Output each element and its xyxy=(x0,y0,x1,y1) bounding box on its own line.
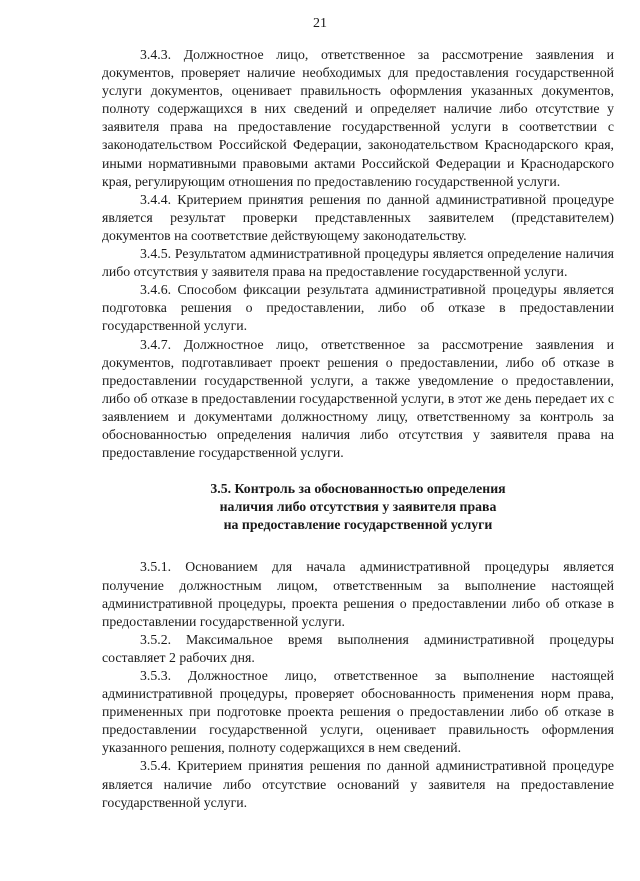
section-heading-line: наличия либо отсутствия у заявителя права xyxy=(219,499,497,515)
paragraph-3-5-1: 3.5.1. Основанием для начала административной процедуры является получение должностным лицом, ответственным за выполнение настоящей административной процедуры, проекта решения о предоставлении либо об отказе в предоставлении государственной услуги. xyxy=(102,559,614,629)
paragraph-3-4-3: 3.4.3. Должностное лицо, ответственное за рассмотрение заявления и документов, проверяет наличие необходимых для предоставления государственной услуги документов, оценивает правильность оформления указанных документов, полноту содержащихся в них сведений и определяет наличие либо отсутствие у заявителя права на предоставление государственной услуги в соответствии с законодательством Российской Федерации, законодательством Краснодарского края, иными нормативными правовыми актами Российской Федерации и Краснодарского края, регулирующим отношения по предоставлению государственной услуги. xyxy=(102,47,614,189)
section-heading-3-5 xyxy=(102,480,614,534)
paragraph-3-5-3: 3.5.3. Должностное лицо, ответственное за выполнение настоящей административной процедуры, проверяет обоснованность применения норм права, примененных при подготовке проекта решения о предоставлении либо об отказе в предоставлении государственной услуги, оценивает правильность оформления указанного решения, полноту содержащихся в нем сведений. xyxy=(102,668,614,756)
paragraph-3-4-5: 3.4.5. Результатом административной процедуры является определение наличия либо отсутствия у заявителя права на предоставление государственной услуги. xyxy=(102,246,614,280)
paragraph-3-5-2: 3.5.2. Максимальное время выполнения административной процедуры составляет 2 рабочих дня. xyxy=(102,631,614,665)
paragraph-3-5-4: 3.5.4. Критерием принятия решения по данной административной процедуре является наличие либо отсутствие оснований у заявителя на предоставление государственной услуги. xyxy=(102,758,614,810)
paragraph-3-4-7: 3.4.7. Должностное лицо, ответственное за рассмотрение заявления и документов, подготавливает проект решения о предоставлении, либо об отказе в предоставлении государственной услуги, а также уведомление о предоставлении, либо об отказе в предоставлении государственной услуги, в этот же день передает их с заявлением и документами должностному лицу, ответственному за контроль за обоснованностью определения наличия либо отсутствия у заявителя права на предоставление государственной услуги. xyxy=(102,336,614,461)
section-heading-line: 3.5. Контроль за обоснованностью определения xyxy=(210,481,506,497)
paragraph-3-4-4: 3.4.4. Критерием принятия решения по данной административной процедуре является результат проверки представленных заявителем (представителем) документов на соответствие действующему законодательству. xyxy=(102,191,614,243)
section-heading-line: на предоставление государственной услуги xyxy=(223,517,493,533)
page-number: 21 xyxy=(313,16,327,31)
paragraph-3-4-6: 3.4.6. Способом фиксации результата административной процедуры является подготовка решения о предоставлении, либо об отказе в предоставлении государственной услуги. xyxy=(102,282,614,334)
document-body xyxy=(102,46,614,812)
